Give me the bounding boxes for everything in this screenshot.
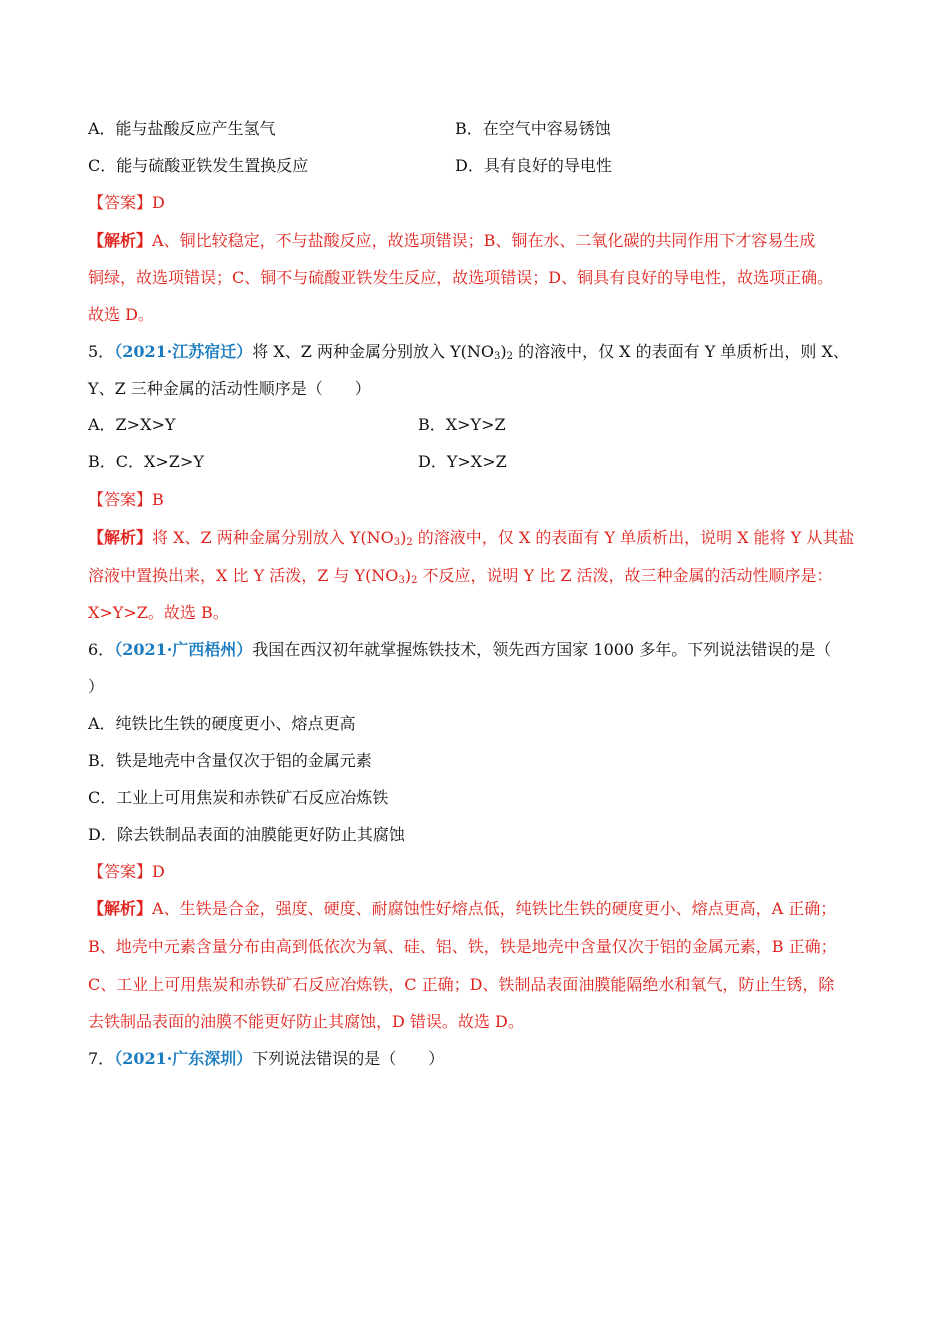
analysis-label: 【解析】 bbox=[88, 231, 153, 250]
q6-option-b: B．铁是地壳中含量仅次于铝的金属元素 bbox=[88, 751, 372, 770]
q5-stem-line-1 bbox=[88, 341, 849, 363]
stem-text: ) bbox=[500, 342, 507, 361]
q5-option-b: B．X>Y>Z bbox=[418, 415, 506, 434]
analysis-label: 【解析】 bbox=[88, 899, 153, 918]
q6-analysis-line-4: 去铁制品表面的油膜不能更好防止其腐蚀，D 错误。故选 D。 bbox=[88, 1012, 524, 1031]
subscript: 3 bbox=[494, 351, 501, 362]
subscript: 3 bbox=[393, 537, 401, 548]
question-number: 5． bbox=[88, 342, 115, 361]
subscript: 2 bbox=[411, 575, 418, 586]
analysis-text: A、生铁是合金，强度、硬度、耐腐蚀性好熔点低，纯铁比生铁的硬度更小、熔点更高，A 正确； bbox=[152, 899, 837, 918]
q5-analysis-line-1: 【解析】将 X、Z 两种金属分别放入 $Y(NO_3)_2$ 的溶液中，仅 X 的表面有 Y 单质析出，说明 X 能将 Y 从其盐 bbox=[88, 528, 855, 548]
q6-stem-line-1 bbox=[88, 639, 831, 661]
q6-analysis-line-3: C、工业上可用焦炭和赤铁矿石反应冶炼铁，C 正确；D、铁制品表面油膜能隔绝水和氧气，防止生锈，除 bbox=[88, 975, 835, 994]
stem-text: 下列说法错误的是（ ） bbox=[252, 1049, 445, 1068]
stem-text: 将 X、Z 两种金属分别放入 Y(NO bbox=[252, 342, 494, 361]
q5-analysis-line-2: 溶液中置换出来，X 比 Y 活泼，Z 与 $Y(NO_3)_2$ 不反应，说明 Y 比 Z 活泼，故三种金属的活动性顺序是： bbox=[88, 566, 833, 586]
stem-text: 的溶液中，仅 X 的表面有 Y 单质析出，则 X、 bbox=[513, 342, 849, 361]
q6-analysis-line-1 bbox=[88, 898, 836, 920]
q4-option-c: C．能与硫酸亚铁发生置换反应 bbox=[88, 156, 309, 175]
q5-analysis-line-3: X>Y>Z。故选 B。 bbox=[88, 603, 229, 622]
q5-option-a: A．Z>X>Y bbox=[88, 415, 176, 434]
q6-option-c: C．工业上可用焦炭和赤铁矿石反应冶炼铁 bbox=[88, 788, 389, 807]
question-source: （2021·广东深圳） bbox=[114, 1049, 253, 1068]
q5-option-c: B．C．X>Z>Y bbox=[88, 452, 204, 471]
analysis-text: A、铜比较稳定，不与盐酸反应，故选项错误；B、铜在水、二氧化碳的共同作用下才容易生成 bbox=[152, 231, 816, 250]
subscript: 2 bbox=[406, 537, 413, 548]
q6-stem-line-2: ） bbox=[88, 677, 105, 696]
analysis-text: 不反应，说明 Y 比 Z 活泼，故三种金属的活动性顺序是： bbox=[417, 566, 833, 585]
question-source: （2021·江苏宿迁） bbox=[114, 342, 253, 361]
q4-analysis-line-2: 铜绿，故选项错误；C、铜不与硫酸亚铁发生反应，故选项错误；D、铜具有良好的导电性，故选项正确。 bbox=[88, 268, 834, 287]
q7-stem bbox=[88, 1048, 444, 1070]
q5-option-d: D．Y>X>Z bbox=[418, 452, 507, 471]
analysis-label: 【解析】 bbox=[88, 528, 153, 547]
q6-answer: 【答案】D bbox=[88, 862, 165, 881]
question-number: 6． bbox=[88, 640, 115, 659]
q6-option-d: D．除去铁制品表面的油膜能更好防止其腐蚀 bbox=[88, 825, 405, 844]
q5-answer: 【答案】B bbox=[88, 490, 164, 509]
subscript: 2 bbox=[506, 351, 513, 362]
q5-stem-line-2: Y、Z 三种金属的活动性顺序是（ ） bbox=[88, 379, 371, 398]
analysis-text: 将 X、Z 两种金属分别放入 Y(NO bbox=[152, 528, 394, 547]
q6-option-a: A．纯铁比生铁的硬度更小、熔点更高 bbox=[88, 714, 356, 733]
q4-option-a: A．能与盐酸反应产生氢气 bbox=[88, 119, 276, 138]
q4-analysis-line-1 bbox=[88, 230, 815, 252]
q4-answer: 【答案】D bbox=[88, 193, 165, 212]
question-source: （2021·广西梧州） bbox=[114, 640, 253, 659]
q6-analysis-line-2: B、地壳中元素含量分布由高到低依次为氧、硅、铝、铁，铁是地壳中含量仅次于铝的金属元素，B 正确； bbox=[88, 937, 837, 956]
question-number: 7． bbox=[88, 1049, 115, 1068]
stem-text: 我国在西汉初年就掌握炼铁技术，领先西方国家 1000 多年。下列说法错误的是（ bbox=[252, 640, 832, 659]
analysis-text: 的溶液中，仅 X 的表面有 Y 单质析出，说明 X 能将 Y 从其盐 bbox=[412, 528, 855, 547]
subscript: 3 bbox=[398, 575, 405, 586]
q4-analysis-line-3: 故选 D。 bbox=[88, 305, 154, 324]
q4-option-b: B．在空气中容易锈蚀 bbox=[455, 119, 611, 138]
analysis-text: 溶液中置换出来，X 比 Y 活泼，Z 与 Y(NO bbox=[88, 566, 399, 585]
q4-option-d: D．具有良好的导电性 bbox=[455, 156, 612, 175]
